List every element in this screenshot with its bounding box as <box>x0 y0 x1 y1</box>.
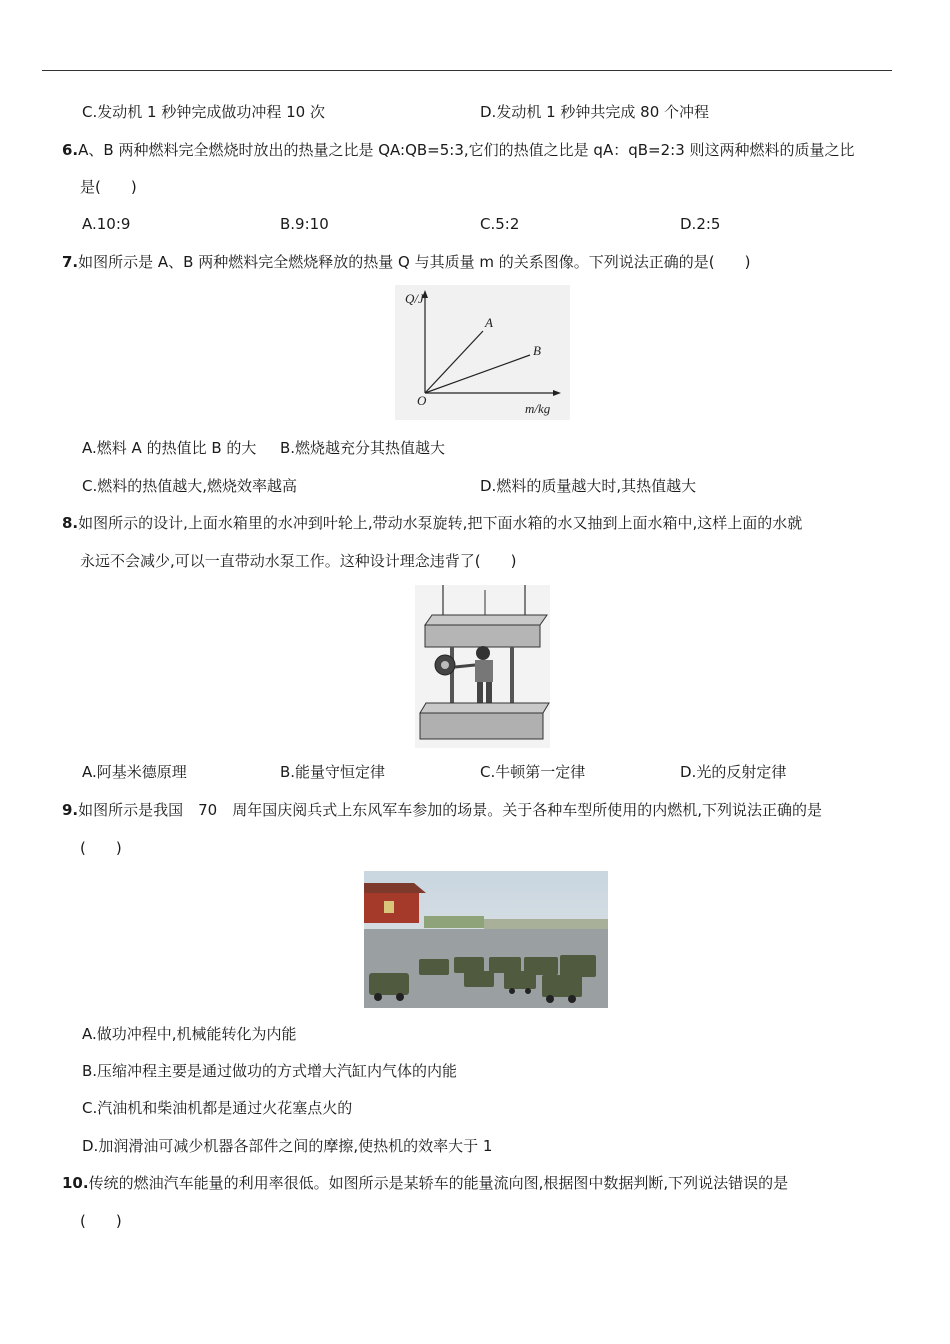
support-post-right <box>510 647 514 707</box>
question-9-number: 9. <box>62 801 79 819</box>
person-head <box>476 646 490 660</box>
question-7-number: 7. <box>62 253 79 271</box>
question-10-number: 10. <box>62 1174 89 1192</box>
graph-x-label: m/kg <box>525 401 551 416</box>
distant-crowd <box>484 919 608 929</box>
question-6-stem-cont: 是( ) <box>80 178 137 196</box>
question-9-stem <box>62 800 822 820</box>
question-10-text: 传统的燃油汽车能量的利用率很低。如图所示是某轿车的能量流向图,根据图中数据判断,下列说法错误的是 <box>88 1174 789 1192</box>
q6-option-b[interactable]: B.9:10 <box>280 215 329 233</box>
person-arm <box>455 665 475 667</box>
graph-origin-label: O <box>417 393 427 408</box>
question-6-number: 6. <box>62 141 79 159</box>
wheel-hub <box>441 661 449 669</box>
q8-option-c[interactable]: C.牛顿第一定律 <box>480 763 586 781</box>
question-8-stem <box>62 513 802 533</box>
q7-option-b[interactable]: B.燃烧越充分其热值越大 <box>280 439 446 457</box>
q-m-graph <box>395 285 570 420</box>
q8-option-d[interactable]: D.光的反射定律 <box>680 763 787 781</box>
q9-option-b[interactable]: B.压缩冲程主要是通过做功的方式增大汽缸内气体的内能 <box>82 1062 458 1080</box>
person-leg-right <box>486 682 492 704</box>
q5-option-d[interactable]: D.发动机 1 秒钟共完成 80 个冲程 <box>480 103 710 121</box>
perpetual-motion-figure <box>415 585 550 748</box>
q9-option-d[interactable]: D.加润滑油可减少机器各部件之间的摩擦,使热机的效率大于 1 <box>82 1137 493 1155</box>
person-body <box>475 660 493 682</box>
question-8-text: 如图所示的设计,上面水箱里的水冲到叶轮上,带动水泵旋转,把下面水箱的水又抽到上面水箱中,这样上面的水就 <box>78 514 803 532</box>
question-7-stem <box>62 252 750 272</box>
question-10-stem-cont: ( ) <box>80 1212 122 1230</box>
q7-option-d[interactable]: D.燃料的质量越大时,其热值越大 <box>480 477 697 495</box>
graph-label-a: A <box>485 315 493 330</box>
q9-option-a[interactable]: A.做功冲程中,机械能转化为内能 <box>82 1025 297 1043</box>
question-9-text: 如图所示是我国 70 周年国庆阅兵式上东风军车参加的场景。关于各种车型所使用的内燃机,下列说法正确的是 <box>78 801 823 819</box>
gate-portrait <box>384 901 394 913</box>
upper-tank-top <box>425 615 547 625</box>
header-rule <box>42 70 892 71</box>
q7-option-c[interactable]: C.燃料的热值越大,燃烧效率越高 <box>82 477 298 495</box>
distant-stands <box>424 916 484 928</box>
q8-option-a[interactable]: A.阿基米德原理 <box>82 763 187 781</box>
q7-option-a[interactable]: A.燃料 A 的热值比 B 的大 <box>82 439 257 457</box>
q9-option-c[interactable]: C.汽油机和柴油机都是通过火花塞点火的 <box>82 1099 353 1117</box>
question-6-text: A、B 两种燃料完全燃烧时放出的热量之比是 QA:QB=5:3,它们的热值之比是 qA：qB=2:3 则这两种燃料的质量之比 <box>78 141 855 159</box>
q5-option-c[interactable]: C.发动机 1 秒钟完成做功冲程 10 次 <box>82 103 325 121</box>
lower-tank-body <box>420 713 543 739</box>
support-post-left <box>450 647 454 707</box>
person-leg-left <box>477 682 483 704</box>
question-6-stem <box>62 140 855 160</box>
parade-photo <box>364 871 608 1008</box>
q6-option-a[interactable]: A.10:9 <box>82 215 131 233</box>
q8-option-b[interactable]: B.能量守恒定律 <box>280 763 386 781</box>
upper-tank-body <box>425 625 540 647</box>
q6-option-d[interactable]: D.2:5 <box>680 215 721 233</box>
lower-tank-top <box>420 703 549 713</box>
question-7-text: 如图所示是 A、B 两种燃料完全燃烧释放的热量 Q 与其质量 m 的关系图像。下列说法正确的是( ) <box>78 253 751 271</box>
question-8-number: 8. <box>62 514 79 532</box>
question-10-stem <box>62 1173 788 1193</box>
q6-option-c[interactable]: C.5:2 <box>480 215 520 233</box>
question-8-stem-cont: 永远不会减少,可以一直带动水泵工作。这种设计理念违背了( ) <box>80 552 517 570</box>
graph-label-b: B <box>533 343 541 358</box>
question-9-stem-cont: ( ) <box>80 839 122 857</box>
graph-y-label: Q/J <box>405 291 424 306</box>
